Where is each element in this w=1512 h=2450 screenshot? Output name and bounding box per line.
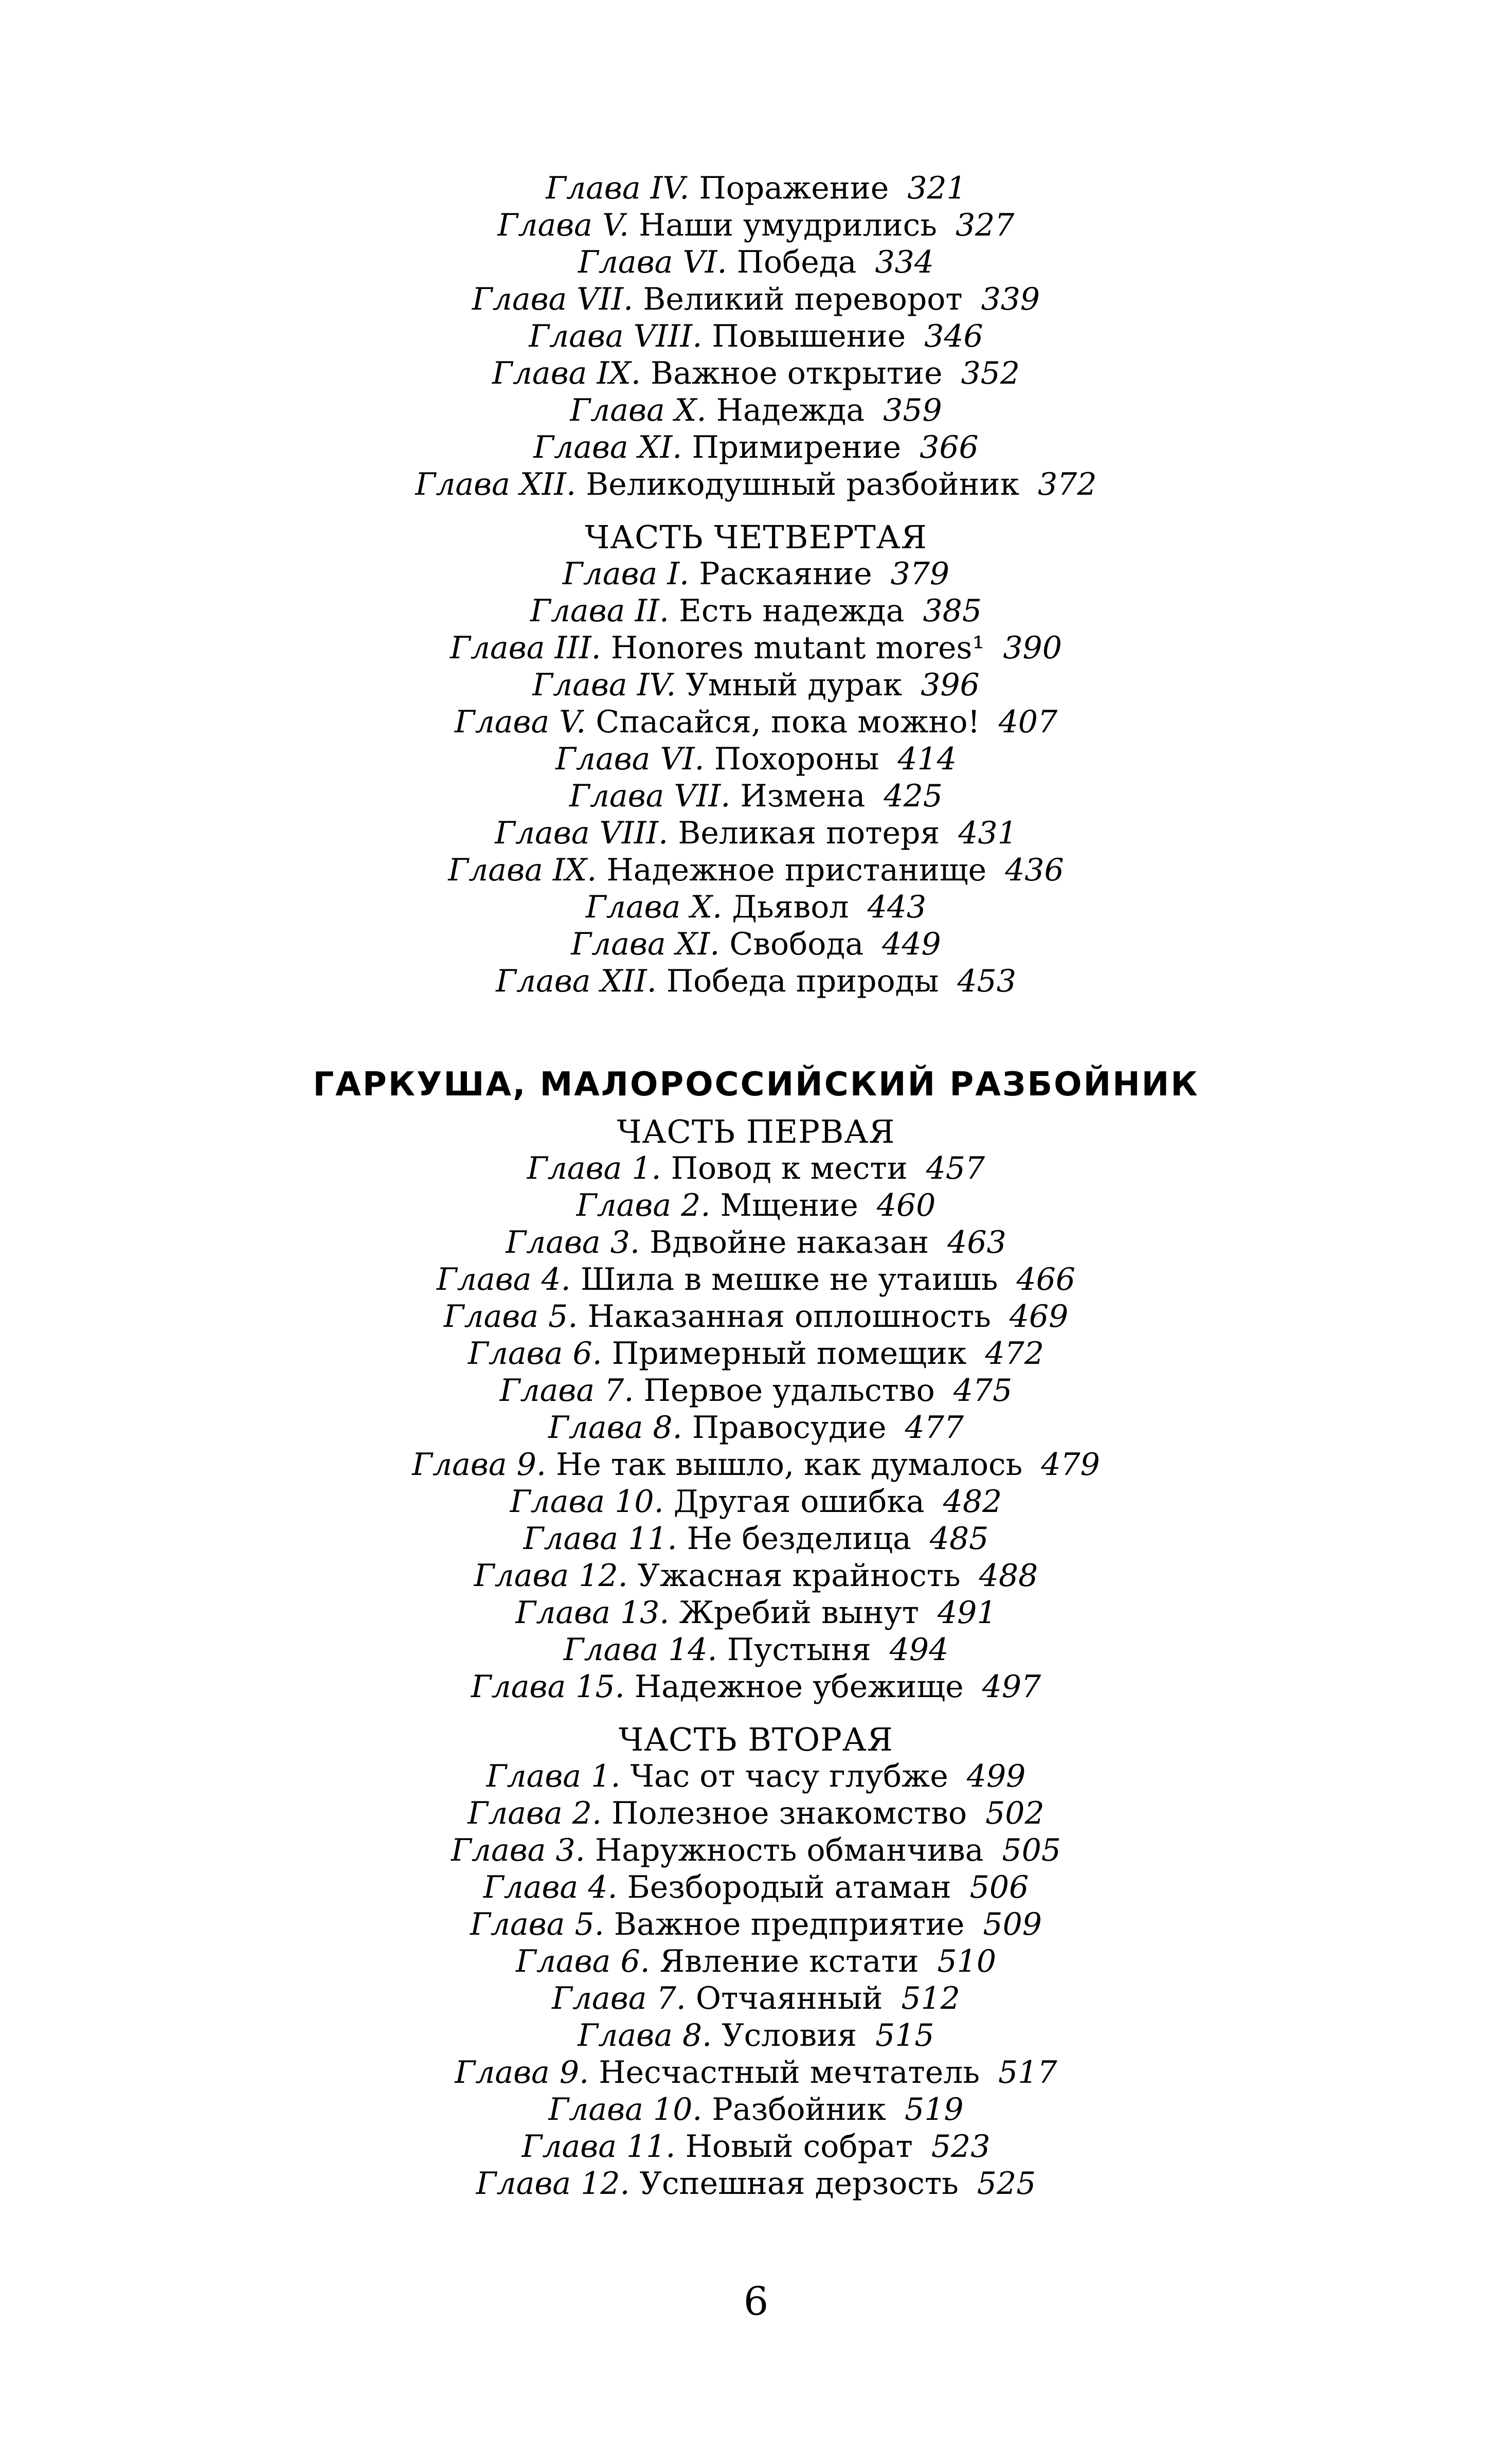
page-ref: 327 xyxy=(955,207,1015,243)
chapter-title: Не так вышло, как думалось xyxy=(556,1447,1023,1483)
page-ref: 449 xyxy=(882,926,941,962)
chapter-number: Глава X. xyxy=(585,889,723,925)
page-ref: 425 xyxy=(884,778,943,814)
page-ref: 488 xyxy=(979,1558,1038,1594)
toc-entry xyxy=(0,1409,1512,1446)
chapter-title: Наши умудрились xyxy=(639,207,937,243)
chapter-title: Измена xyxy=(740,778,866,814)
chapter-number: Глава 9. xyxy=(412,1447,546,1483)
chapter-title: Поражение xyxy=(699,170,889,206)
toc-entry xyxy=(0,2017,1512,2054)
toc-part-two xyxy=(0,1758,1512,2202)
toc-entry xyxy=(0,1906,1512,1943)
chapter-title: Раскаяние xyxy=(699,556,872,592)
chapter-number: Глава 15. xyxy=(471,1669,625,1705)
toc-entry xyxy=(0,1224,1512,1261)
chapter-title: Великодушный разбойник xyxy=(586,466,1019,502)
chapter-title: Honores mutant mores¹ xyxy=(610,630,985,666)
toc-part-four xyxy=(0,555,1512,1000)
chapter-number: Глава 1. xyxy=(486,1758,621,1794)
chapter-number: Глава 8. xyxy=(548,1410,682,1446)
chapter-title: Пустыня xyxy=(727,1632,871,1668)
toc-entry xyxy=(0,1668,1512,1705)
page-ref: 494 xyxy=(889,1632,949,1668)
page-ref: 469 xyxy=(1009,1299,1069,1335)
work-title: ГАРКУША, МАЛОРОССИЙСКИЙ РАЗБОЙНИК xyxy=(313,1066,1199,1104)
page-ref: 379 xyxy=(890,556,950,592)
page-ref: 443 xyxy=(867,889,927,925)
page-ref: 525 xyxy=(977,2166,1036,2202)
chapter-title: Шила в мешке не утаишь xyxy=(580,1262,998,1298)
page-ref: 517 xyxy=(998,2055,1057,2091)
chapter-number: Глава 2. xyxy=(576,1187,711,1223)
chapter-title: Примерный помещик xyxy=(611,1336,967,1372)
chapter-number: Глава 4. xyxy=(483,1869,618,1905)
chapter-title: Другая ошибка xyxy=(673,1484,925,1520)
page-ref: 466 xyxy=(1016,1262,1075,1298)
chapter-title: Надежное убежище xyxy=(634,1669,964,1705)
page-ref: 515 xyxy=(875,2017,934,2053)
chapter-title: Мщение xyxy=(720,1187,858,1223)
chapter-title: Правосудие xyxy=(692,1410,887,1446)
chapter-title: Наказанная оплошность xyxy=(587,1299,991,1335)
toc-entry xyxy=(0,1980,1512,2017)
chapter-number: Глава V. xyxy=(454,704,586,740)
chapter-number: Глава II. xyxy=(530,593,669,629)
page-ref: 366 xyxy=(920,429,979,465)
chapter-title: Час от часу глубже xyxy=(630,1758,948,1794)
chapter-title: Победа xyxy=(736,244,857,280)
chapter-number: Глава 6. xyxy=(467,1336,602,1372)
toc-entry xyxy=(0,815,1512,852)
chapter-title: Важное открытие xyxy=(651,355,943,391)
page-ref: 502 xyxy=(985,1795,1045,1831)
chapter-title: Первое удальство xyxy=(643,1373,935,1409)
chapter-number: Глава VI. xyxy=(555,741,705,777)
page-ref: 509 xyxy=(983,1906,1042,1942)
toc-entry xyxy=(0,466,1512,503)
chapter-number: Глава 10. xyxy=(510,1484,664,1520)
toc-entry xyxy=(0,318,1512,355)
page-ref: 334 xyxy=(875,244,934,280)
chapter-title: Повышение xyxy=(712,318,906,354)
chapter-number: Глава 5. xyxy=(443,1299,578,1335)
chapter-number: Глава 14. xyxy=(563,1632,717,1668)
chapter-number: Глава III. xyxy=(450,630,601,666)
page-ref: 453 xyxy=(957,963,1016,999)
chapter-number: Глава 11. xyxy=(523,1521,677,1557)
chapter-title: Наружность обманчива xyxy=(595,1832,984,1868)
part-heading: ЧАСТЬ ЧЕТВЕРТАЯ xyxy=(585,518,927,556)
toc-entry xyxy=(0,1150,1512,1187)
chapter-number: Глава VII. xyxy=(569,778,731,814)
toc-entry xyxy=(0,1594,1512,1631)
toc-entry xyxy=(0,244,1512,281)
chapter-title: Надежное пристанище xyxy=(606,852,987,888)
page-ref: 346 xyxy=(924,318,983,354)
toc-entry xyxy=(0,889,1512,926)
page-ref: 472 xyxy=(985,1336,1044,1372)
toc-entry xyxy=(0,666,1512,704)
chapter-title: Не безделица xyxy=(687,1521,911,1557)
page-ref: 359 xyxy=(883,392,942,428)
toc-entry xyxy=(0,2165,1512,2202)
chapter-number: Глава VI. xyxy=(578,244,727,280)
chapter-title: Отчаянный xyxy=(695,1980,883,2016)
chapter-number: Глава 7. xyxy=(499,1373,634,1409)
chapter-number: Глава 12. xyxy=(474,1558,628,1594)
page-ref: 475 xyxy=(953,1373,1013,1409)
toc-entry xyxy=(0,429,1512,466)
page-ref: 491 xyxy=(937,1595,997,1631)
part-heading: ЧАСТЬ ПЕРВАЯ xyxy=(617,1113,895,1150)
chapter-number: Глава IV. xyxy=(546,170,690,206)
page-ref: 497 xyxy=(982,1669,1041,1705)
toc-entry xyxy=(0,741,1512,778)
chapter-number: Глава 4. xyxy=(437,1262,571,1298)
chapter-number: Глава XII. xyxy=(496,963,657,999)
chapter-number: Глава IX. xyxy=(448,852,597,888)
chapter-number: Глава 6. xyxy=(516,1943,650,1979)
toc-entry xyxy=(0,704,1512,741)
chapter-number: Глава 7. xyxy=(552,1980,686,2016)
page-ref: 499 xyxy=(966,1758,1026,1794)
page-ref: 477 xyxy=(905,1410,964,1446)
page-ref: 396 xyxy=(921,667,980,703)
page-ref: 385 xyxy=(923,593,982,629)
chapter-title: Великая потеря xyxy=(678,815,940,851)
toc-entry xyxy=(0,1298,1512,1335)
page-ref: 519 xyxy=(905,2092,964,2128)
toc-entry xyxy=(0,1631,1512,1668)
toc-entry xyxy=(0,1372,1512,1409)
part-heading: ЧАСТЬ ВТОРАЯ xyxy=(619,1721,893,1758)
toc-entry xyxy=(0,392,1512,429)
toc-entry xyxy=(0,629,1512,666)
chapter-number: Глава V. xyxy=(497,207,629,243)
chapter-title: Похороны xyxy=(714,741,879,777)
page-ref: 512 xyxy=(901,1980,960,2016)
chapter-title: Полезное знакомство xyxy=(611,1795,967,1831)
chapter-number: Глава 5. xyxy=(470,1906,604,1942)
chapter-title: Свобода xyxy=(729,926,864,962)
chapter-title: Разбойник xyxy=(712,2092,887,2128)
chapter-number: Глава XII. xyxy=(415,466,577,502)
page-ref: 436 xyxy=(1005,852,1064,888)
toc-entry xyxy=(0,1187,1512,1224)
chapter-number: Глава 9. xyxy=(455,2055,589,2091)
page-ref: 390 xyxy=(1003,630,1062,666)
toc-entry xyxy=(0,1758,1512,1795)
toc-entry xyxy=(0,1446,1512,1483)
page-ref: 414 xyxy=(897,741,957,777)
chapter-number: Глава 8. xyxy=(578,2017,712,2053)
chapter-title: Повод к мести xyxy=(671,1150,908,1186)
toc-entry xyxy=(0,2128,1512,2165)
chapter-title: Дьявол xyxy=(732,889,849,925)
chapter-title: Великий переворот xyxy=(643,281,963,317)
page-number: 6 xyxy=(743,2278,769,2324)
page-ref: 463 xyxy=(947,1224,1006,1260)
chapter-title: Жребий вынут xyxy=(679,1595,919,1631)
chapter-title: Спасайся, пока можно! xyxy=(596,704,980,740)
toc-entry xyxy=(0,355,1512,392)
chapter-number: Глава 13. xyxy=(515,1595,670,1631)
toc-entry xyxy=(0,207,1512,244)
toc-entry xyxy=(0,555,1512,592)
page-ref: 321 xyxy=(907,170,966,206)
chapter-number: Глава IX. xyxy=(492,355,641,391)
toc-entry xyxy=(0,2091,1512,2128)
toc-entry xyxy=(0,1832,1512,1869)
toc-entry xyxy=(0,170,1512,207)
toc-entry xyxy=(0,1869,1512,1906)
chapter-title: Важное предприятие xyxy=(614,1906,965,1942)
chapter-title: Новый собрат xyxy=(685,2129,913,2165)
chapter-number: Глава XI. xyxy=(533,429,682,465)
page-ref: 407 xyxy=(998,704,1058,740)
chapter-title: Победа природы xyxy=(666,963,939,999)
page-ref: 505 xyxy=(1002,1832,1061,1868)
page-ref: 482 xyxy=(943,1484,1002,1520)
page-ref: 431 xyxy=(958,815,1017,851)
chapter-number: Глава 3. xyxy=(451,1832,585,1868)
chapter-number: Глава X. xyxy=(570,392,707,428)
toc-entry xyxy=(0,1795,1512,1832)
chapter-number: Глава I. xyxy=(562,556,690,592)
toc-page xyxy=(0,170,1512,2202)
toc-entry xyxy=(0,592,1512,629)
toc-entry xyxy=(0,1557,1512,1594)
chapter-number: Глава VII. xyxy=(472,281,634,317)
chapter-title: Условия xyxy=(722,2017,857,2053)
page-ref: 523 xyxy=(931,2129,991,2165)
chapter-title: Несчастный мечтатель xyxy=(599,2055,980,2091)
toc-entry xyxy=(0,281,1512,318)
page-ref: 485 xyxy=(929,1521,989,1557)
page-ref: 352 xyxy=(961,355,1020,391)
page-ref: 372 xyxy=(1038,466,1097,502)
chapter-title: Вдвойне наказан xyxy=(650,1224,929,1260)
chapter-number: Глава 3. xyxy=(506,1224,640,1260)
chapter-number: Глава 10. xyxy=(548,2092,703,2128)
page-ref: 457 xyxy=(926,1150,985,1186)
chapter-number: Глава 2. xyxy=(467,1795,602,1831)
toc-entry xyxy=(0,778,1512,815)
page-ref: 506 xyxy=(969,1869,1029,1905)
page-ref: 460 xyxy=(876,1187,936,1223)
toc-entry xyxy=(0,926,1512,963)
chapter-number: Глава VIII. xyxy=(529,318,703,354)
toc-continuation xyxy=(0,170,1512,503)
chapter-title: Умный дурак xyxy=(686,667,903,703)
toc-entry xyxy=(0,1943,1512,1980)
page-ref: 479 xyxy=(1041,1447,1100,1483)
chapter-title: Безбородый атаман xyxy=(627,1869,951,1905)
page-ref: 339 xyxy=(981,281,1040,317)
chapter-title: Примирение xyxy=(692,429,902,465)
chapter-title: Ужасная крайность xyxy=(637,1558,961,1594)
chapter-title: Надежда xyxy=(716,392,865,428)
chapter-number: Глава XI. xyxy=(571,926,720,962)
chapter-title: Успешная дерзость xyxy=(639,2166,959,2202)
toc-entry xyxy=(0,2054,1512,2091)
chapter-number: Глава VIII. xyxy=(495,815,669,851)
toc-entry xyxy=(0,1483,1512,1520)
toc-entry xyxy=(0,852,1512,889)
chapter-number: Глава 11. xyxy=(521,2129,676,2165)
toc-part-one xyxy=(0,1150,1512,1705)
chapter-title: Явление кстати xyxy=(659,1943,919,1979)
chapter-number: Глава IV. xyxy=(532,667,676,703)
chapter-number: Глава 1. xyxy=(527,1150,661,1186)
page-ref: 510 xyxy=(937,1943,996,1979)
toc-entry xyxy=(0,1520,1512,1557)
chapter-title: Есть надежда xyxy=(679,593,905,629)
toc-entry xyxy=(0,963,1512,1000)
toc-entry xyxy=(0,1335,1512,1372)
chapter-number: Глава 12. xyxy=(476,2166,630,2202)
toc-entry xyxy=(0,1261,1512,1298)
